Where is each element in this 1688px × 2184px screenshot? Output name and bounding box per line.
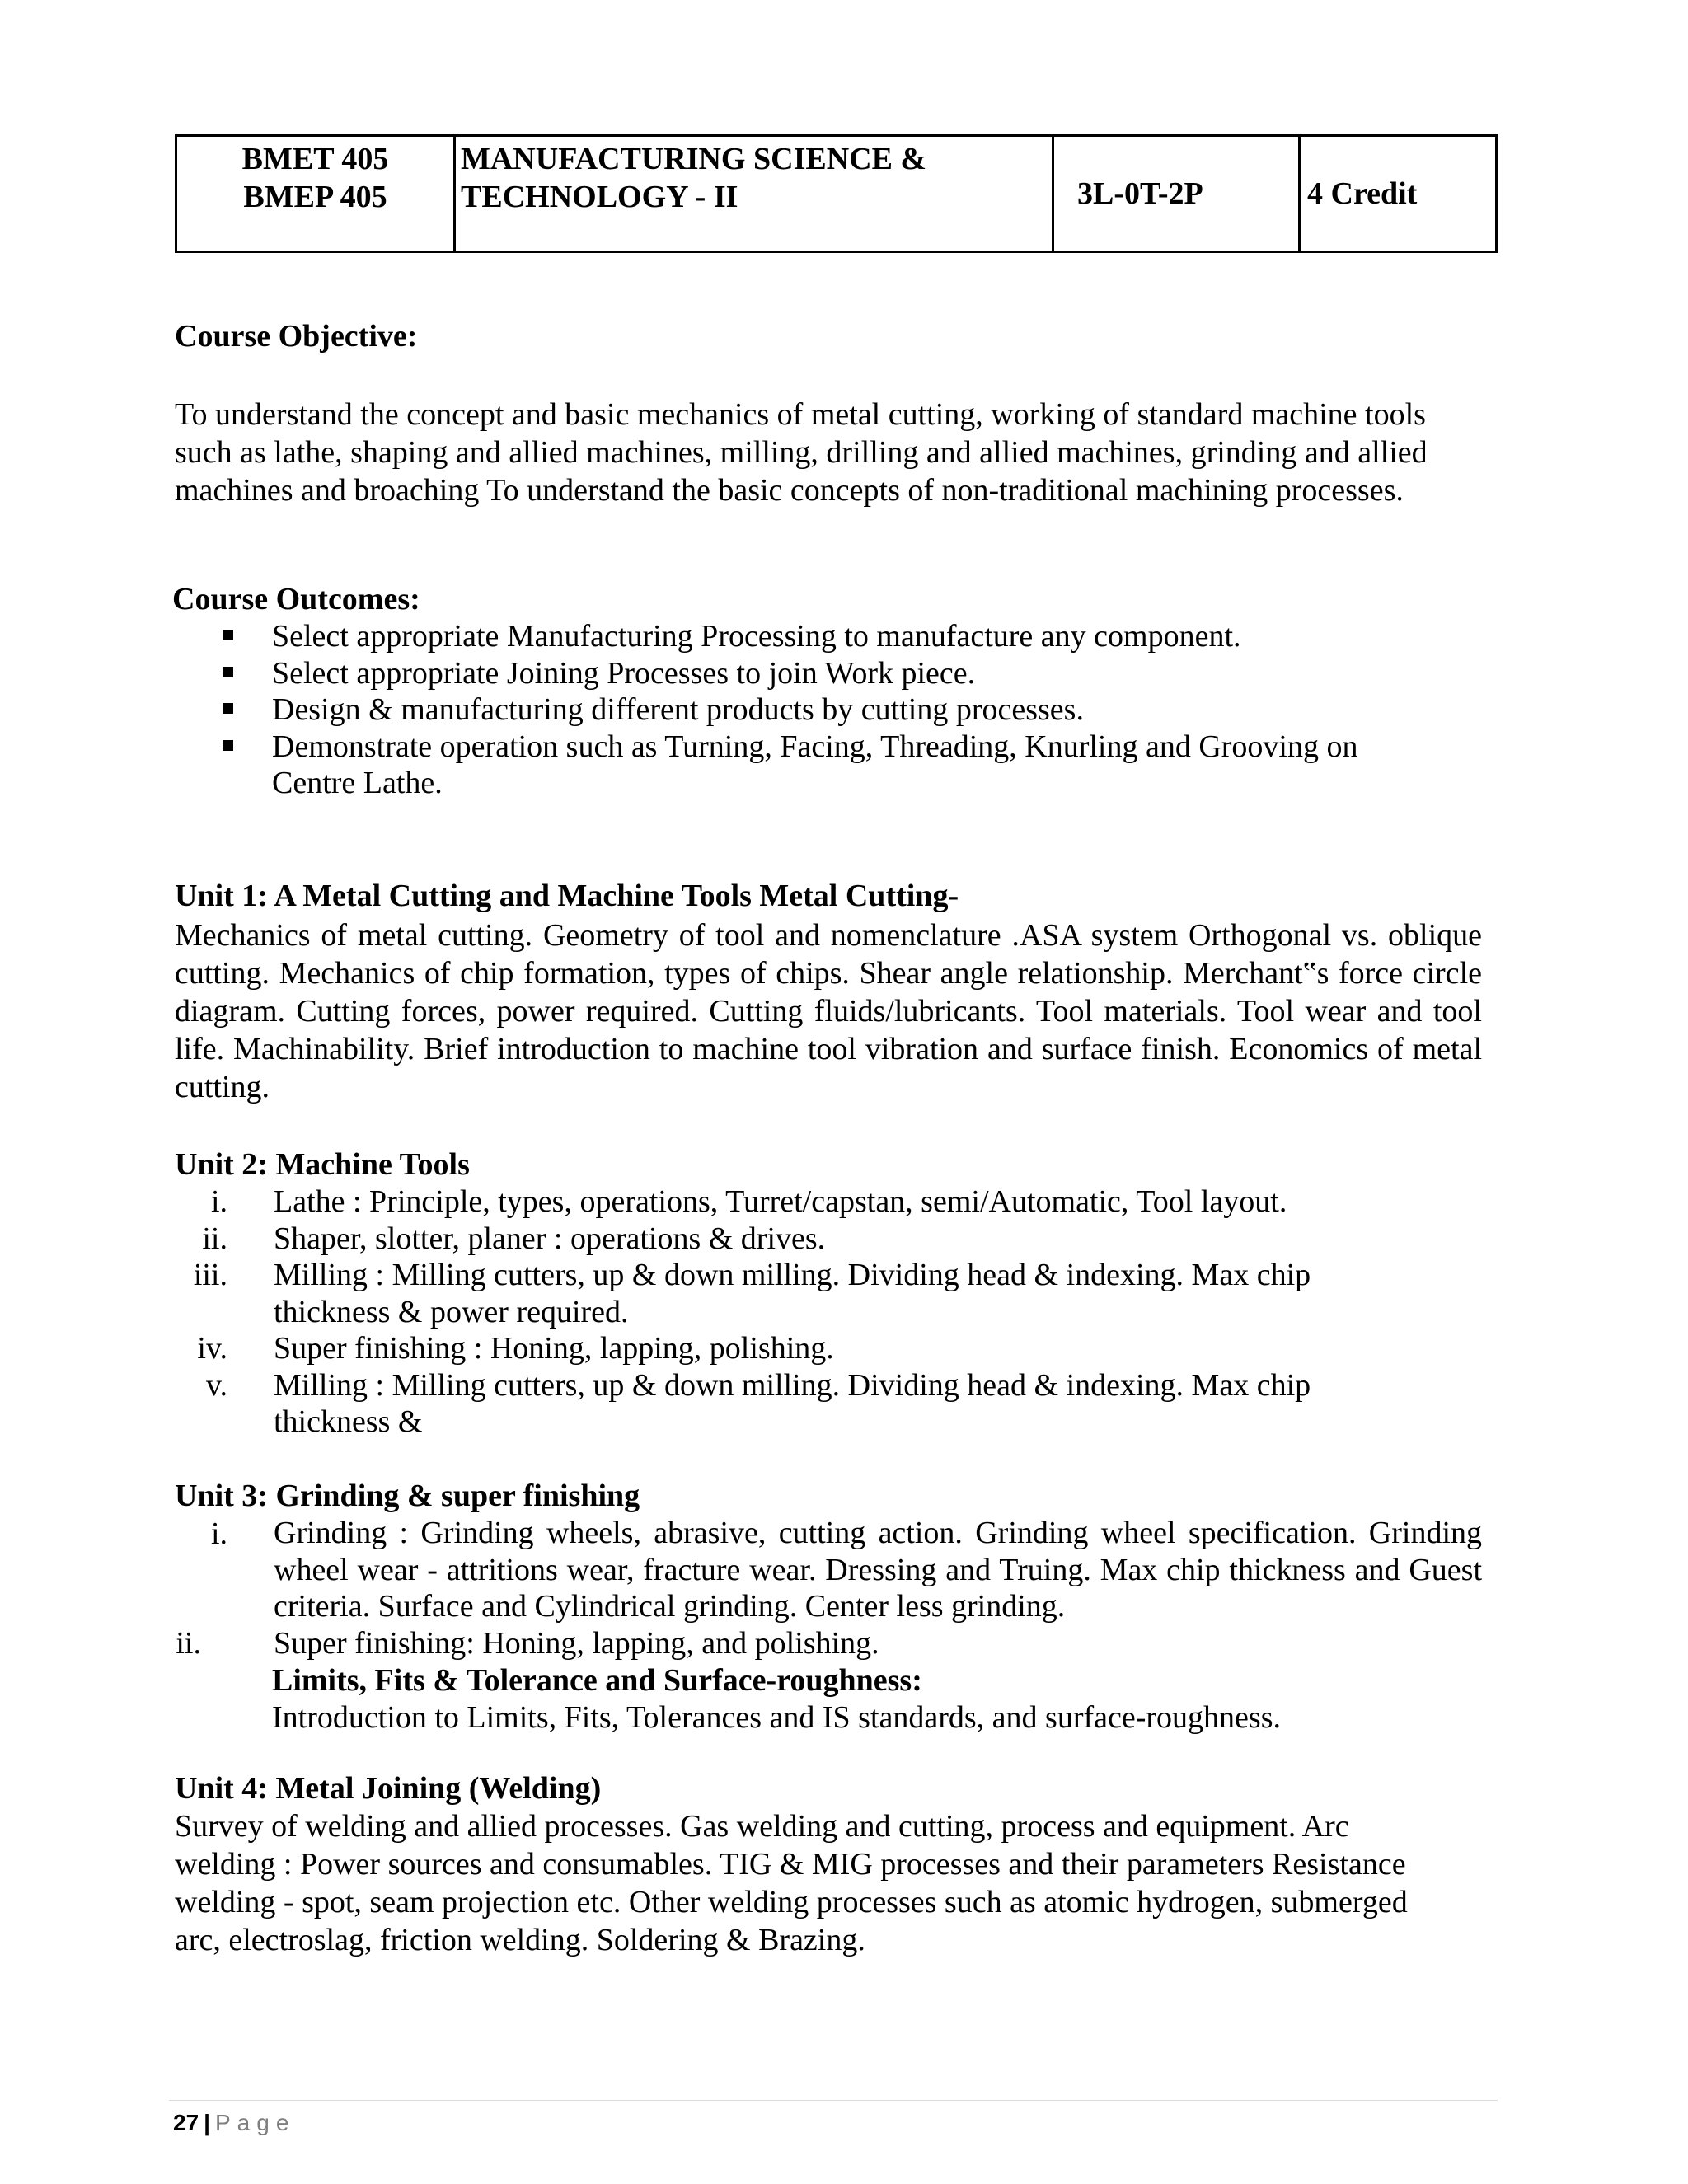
limits-fits-heading: Limits, Fits & Tolerance and Surface-roughness: [272,1663,922,1698]
unit-2-list [175,1183,1395,1441]
list-item: i. Lathe : Principle, types, operations, Turret/capstan, semi/Automatic, Tool layout. [210,1184,1287,1219]
course-outcomes-list [223,618,1393,802]
course-title-cell [456,137,1054,251]
unit-1-text: Mechanics of metal cutting. Geometry of tool and nomenclature .ASA system Orthogonal vs. oblique cutting. Mechanics of chip formation, types of chips. Shear angle relationship. Merchant‟s force circle diagram. Cutting forces, power required. Cutting fluids/lubricants. Tool materials. Tool wear and tool life. Machinability. Brief introduction to machine tool vibration and surface finish. Economics of metal cutting. [175,918,1482,1104]
ltp-value: 3L-0T-2P [1077,176,1203,211]
unit-2-heading: Unit 2: Machine Tools [175,1147,470,1182]
unit-4-line: arc, electroslag, friction welding. Soldering & Brazing. [175,1923,865,1957]
bullet-square-icon [223,667,233,677]
list-item: iv. Super finishing : Honing, lapping, polishing. [197,1331,834,1366]
unit-4-line: welding - spot, seam projection etc. Other welding processes such as atomic hydrogen, submerged [175,1885,1408,1919]
unit-1-heading: Unit 1: A Metal Cutting and Machine Tools Metal Cutting- [175,879,959,913]
footer-separator: | [204,2110,210,2135]
objective-line: To understand the concept and basic mechanics of metal cutting, working of standard machine tools [175,397,1426,432]
ltp-cell [1054,137,1301,251]
list-item: Select appropriate Joining Processes to join Work piece. [223,655,1393,692]
credit-value: 4 Credit [1307,176,1418,211]
unit-3-item-1-number: i. [210,1516,227,1551]
course-title-line-1: MANUFACTURING SCIENCE & [461,142,927,176]
unit-4-line: welding : Power sources and consumables. TIG & MIG processes and their parameters Resistance [175,1847,1406,1882]
bullet-square-icon [223,703,233,714]
unit-4-text [175,1807,1510,1959]
course-objective-text [175,396,1510,509]
unit-3-item-1 [175,1515,1493,1625]
course-code-theory: BMET 405 [241,142,389,176]
unit-4-line: Survey of welding and allied processes. Gas welding and cutting, process and equipment. Arc [175,1809,1349,1844]
unit-3-item-1-text: Grinding : Grinding wheels, abrasive, cutting action. Grinding wheel specification. Grinding wheel wear - attritions wear, fracture wear. Dressing and Truing. Max chip thickness and Guest criteria. Surface and Cylindrical grinding. Center less grinding. [274,1516,1482,1624]
bullet-square-icon [223,630,233,640]
course-codes-cell [177,137,456,251]
list-item: iii. Milling : Milling cutters, up & down milling. Dividing head & indexing. Max chip thickness & power required. [193,1258,1311,1329]
course-header-table [175,134,1498,253]
list-item: ii. Shaper, slotter, planer : operations & drives. [202,1221,826,1256]
unit-4-heading: Unit 4: Metal Joining (Welding) [175,1771,602,1806]
objective-line: such as lathe, shaping and allied machines, milling, drilling and allied machines, grinding and allied [175,435,1428,470]
list-item: Select appropriate Manufacturing Processing to manufacture any component. [223,618,1393,655]
course-code-practical: BMEP 405 [243,180,387,214]
page-footer [173,2109,295,2137]
unit-3-heading: Unit 3: Grinding & super finishing [175,1479,640,1513]
footer-divider [169,2100,1498,2101]
course-title-line-2: TECHNOLOGY - II [461,180,738,214]
list-item: Design & manufacturing different products by cutting processes. [223,691,1393,729]
objective-line: machines and broaching To understand the basic concepts of non-traditional machining processes. [175,473,1404,508]
course-objective-heading: Course Objective: [175,319,418,354]
unit-3-item-2-text: Super finishing: Honing, lapping, and polishing. [274,1626,879,1661]
credit-cell [1301,137,1495,251]
unit-3-item-2 [175,1625,1493,1662]
unit-3-item-2-number: ii. [176,1626,201,1661]
page-label: Page [215,2110,296,2135]
list-item: v. Milling : Milling cutters, up & down milling. Dividing head & indexing. Max chip thickness & [205,1367,1311,1439]
course-outcomes-heading: Course Outcomes: [172,582,420,616]
page-number: 27 [173,2110,199,2135]
bullet-square-icon [223,740,233,751]
limits-fits-text: Introduction to Limits, Fits, Tolerances and IS standards, and surface-roughness. [272,1700,1281,1735]
list-item: Demonstrate operation such as Turning, Facing, Threading, Knurling and Grooving on Centre Lathe. [223,729,1393,802]
